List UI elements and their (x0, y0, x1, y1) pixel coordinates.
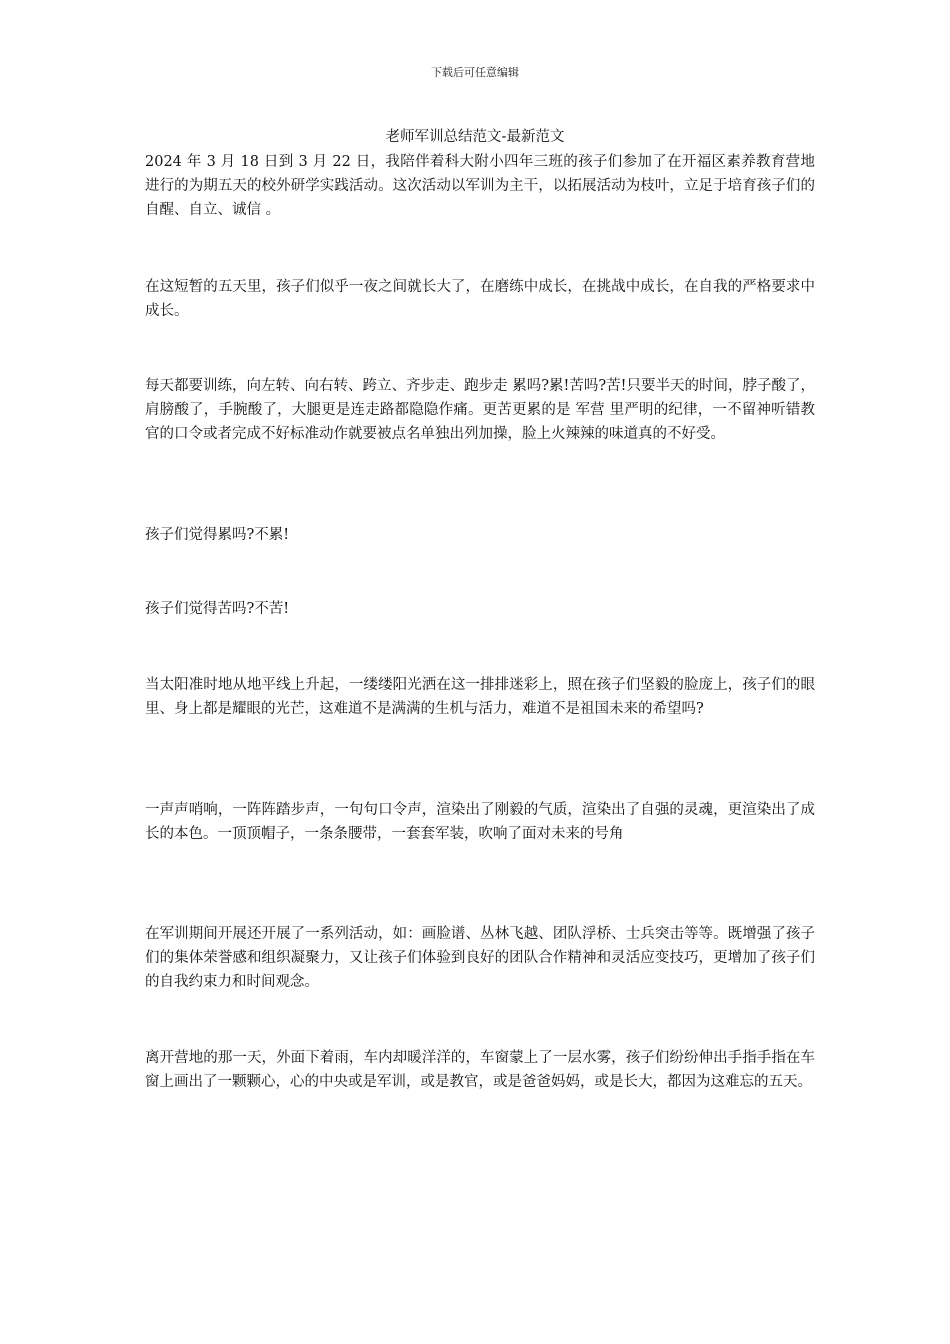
paragraph-1: 2024 年 3 月 18 日到 3 月 22 日，我陪伴着科大附小四年三班的孩子们参加了在开福区素养教育营地进行的为期五天的校外研学实践活动。这次活动以军训为主干，以拓展活动为枝叶，立足于培育孩子们的 自醒、自立、诚信 。 (145, 154, 815, 218)
paragraph-2: 在这短暂的五天里，孩子们似乎一夜之间就长大了，在磨练中成长，在挑战中成长，在自我的严格要求中成长。 (145, 279, 815, 319)
paragraph-5: 孩子们觉得苦吗?不苦! (145, 601, 290, 617)
paragraph-8: 在军训期间开展还开展了一系列活动，如：画脸谱、丛林飞越、团队浮桥、士兵突击等等。既增强了孩子们的集体荣誉感和组织凝聚力，又让孩子们体验到良好的团队合作精神和灵活应变技巧，更增加了孩子们的自我约束力和时间观念。 (145, 926, 815, 990)
paragraph-7: 一声声哨响，一阵阵踏步声，一句句口令声，渲染出了刚毅的气质，渲染出了自强的灵魂，更渲染出了成长的本色。一顶顶帽子，一条条腰带，一套套军装，吹响了面对未来的号角 (145, 802, 815, 842)
paragraph-9: 离开营地的那一天，外面下着雨，车内却暖洋洋的，车窗蒙上了一层水雾，孩子们纷纷伸出手指手指在车窗上画出了一颗颗心，心的中央或是军训，或是教官，或是爸爸妈妈，或是长大，都因为这难忘的五天。 (145, 1050, 815, 1090)
header-note: 下载后可任意编辑 (431, 66, 519, 79)
document-title: 老师军训总结范文-最新范文 (385, 129, 565, 145)
paragraph-3: 每天都要训练，向左转、向右转、跨立、齐步走、跑步走 累吗?累!苦吗?苦!只要半天的时间，脖子酸了，肩膀酸了，手腕酸了，大腿更是连走路都隐隐作痛。更苦更累的是 军营 里严明的纪律，一不留神听错教官的口令或者完成不好标准动作就要被点名单独出列加操，脸上火辣辣的味道真的不好受。 (145, 378, 815, 442)
paragraph-4: 孩子们觉得累吗?不累! (145, 527, 290, 543)
paragraph-6: 当太阳准时地从地平线上升起，一缕缕阳光洒在这一排排迷彩上，照在孩子们坚毅的脸庞上，孩子们的眼里、身上都是耀眼的光芒，这难道不是满满的生机与活力，难道不是祖国未来的希望吗? (145, 677, 815, 717)
